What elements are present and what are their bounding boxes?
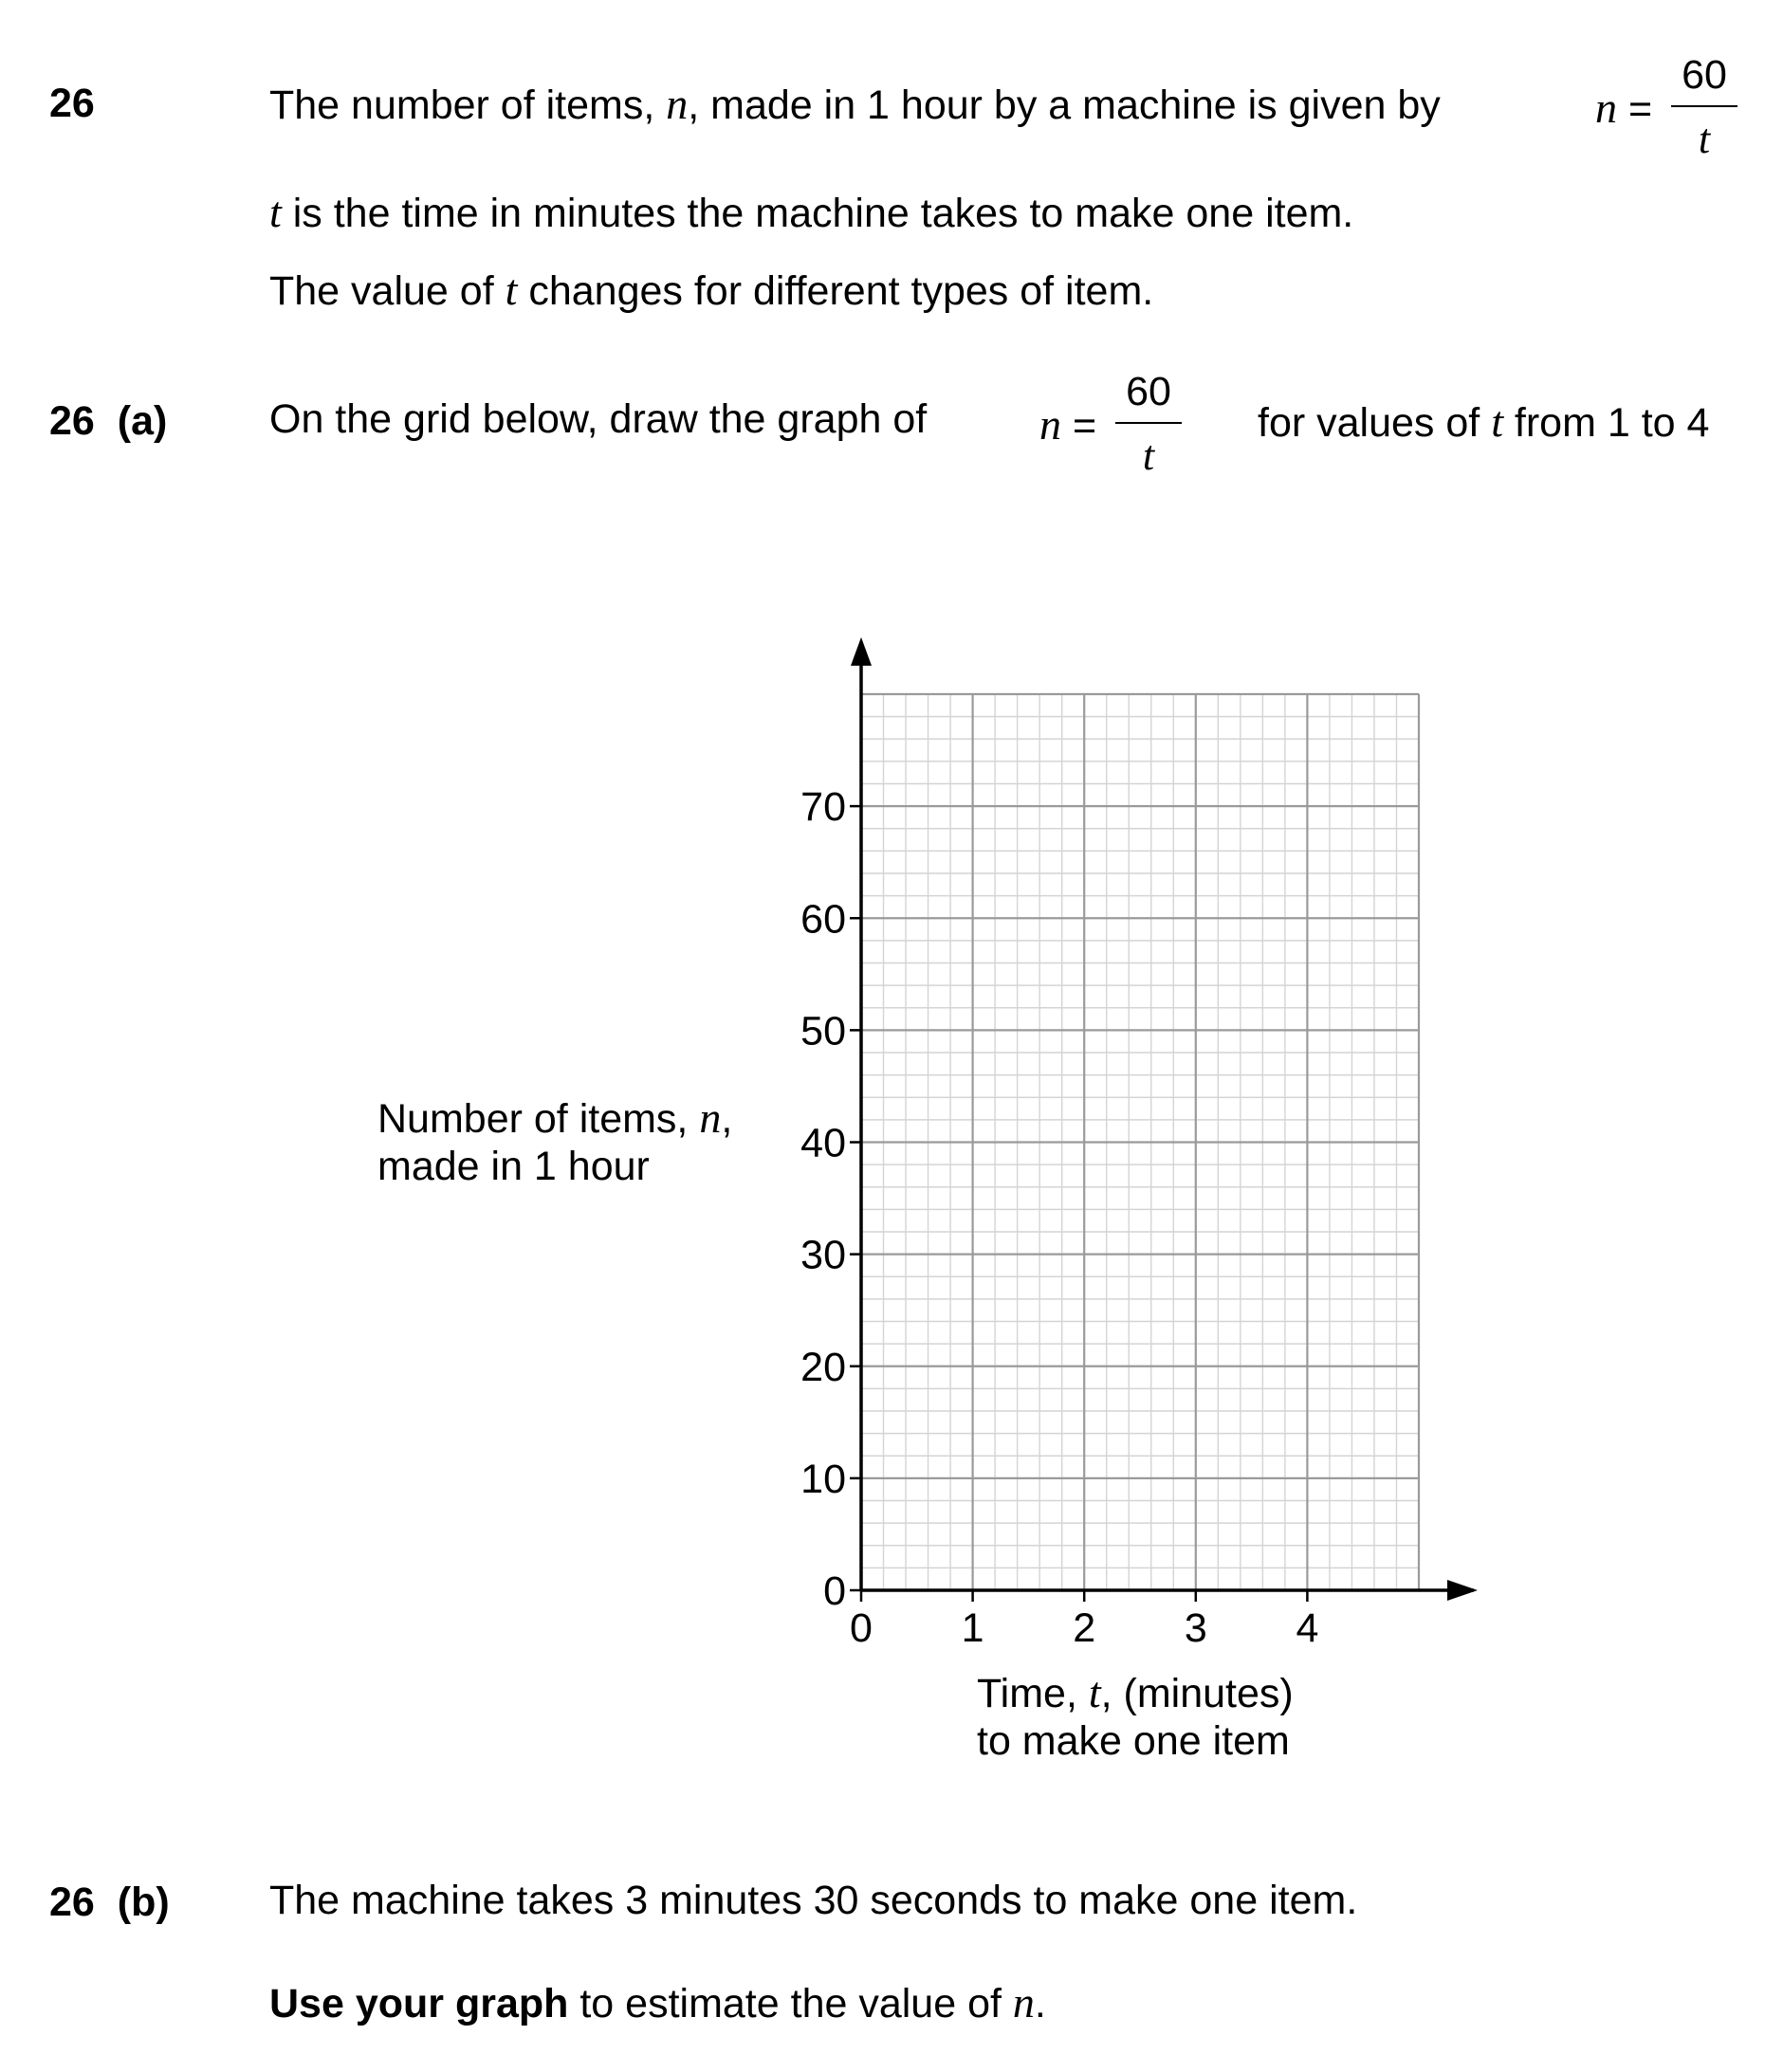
part-a-number: 26 (49, 398, 95, 444)
x-tick-label: 3 (1184, 1605, 1207, 1651)
line2-text: is the time in minutes the machine takes to make one item. (281, 191, 1354, 236)
x-tick-label: 0 (850, 1605, 873, 1651)
part-b-letter: (b) (117, 1879, 170, 1925)
intro-var-n: n (666, 80, 689, 128)
part-a-range-pre: for values of (1258, 400, 1492, 446)
part-a-letter: (a) (117, 398, 168, 444)
x-tick-label: 1 (961, 1605, 984, 1651)
part-b-line-2 (269, 1976, 1046, 2029)
y-tick-label: 20 (800, 1344, 846, 1390)
x-axis-label-line-2: to make one item (977, 1718, 1290, 1764)
line2-var-t: t (269, 188, 282, 236)
part-a-range-var-t: t (1491, 397, 1503, 446)
formula-denominator: t (1698, 116, 1711, 162)
y-tick-label: 60 (800, 896, 846, 943)
x-axis-arrowhead (1447, 1580, 1478, 1601)
part-a-instruction: On the grid below, draw the graph of (269, 396, 928, 442)
x-tick-label: 4 (1296, 1605, 1319, 1651)
y-tick-label: 50 (800, 1008, 846, 1054)
x-axis-label-line-1: Time, t, (minutes) (977, 1668, 1294, 1716)
y-tick-label: 40 (800, 1120, 846, 1166)
part-b-var-n: n (1012, 1978, 1035, 2026)
intro-text-post: , made in 1 hour by a machine is given by (688, 83, 1441, 128)
y-axis-arrowhead (851, 637, 872, 666)
formula-numerator: 60 (1682, 52, 1727, 98)
y-tick-label: 0 (823, 1568, 846, 1614)
y-tick-label: 10 (800, 1456, 846, 1502)
part-a-equals: = (1061, 403, 1097, 449)
question-number: 26 (49, 81, 95, 126)
part-a-var-n: n (1039, 400, 1061, 449)
line3-text-post: changes for different types of item. (517, 268, 1154, 314)
part-b-label (49, 1879, 170, 1928)
y-axis-label-line-2: made in 1 hour (377, 1144, 650, 1189)
y-tick-label: 30 (800, 1232, 846, 1278)
y-tick-label: 70 (800, 784, 846, 831)
part-b-number: 26 (49, 1879, 95, 1925)
grid-lines (861, 694, 1419, 1590)
line3-var-t: t (505, 266, 518, 314)
part-b-text: to estimate the value of (568, 1981, 1013, 2026)
line3-text-pre: The value of (269, 268, 506, 314)
part-a-range-post: from 1 to 4 (1502, 400, 1710, 446)
x-tick-label: 2 (1073, 1605, 1096, 1651)
part-b-text-end: . (1034, 1981, 1046, 2026)
intro-text-pre: The number of items, (269, 83, 667, 128)
part-a-denominator: t (1142, 432, 1155, 479)
y-axis-label-line-1: Number of items, n, (377, 1093, 733, 1142)
part-b-emphasis: Use your graph (269, 1981, 569, 2026)
part-b-line-1: The machine takes 3 minutes 30 seconds to make one item. (269, 1878, 1358, 1923)
formula-equals: = (1617, 86, 1653, 132)
part-a-numerator: 60 (1126, 369, 1171, 414)
formula-var-n: n (1595, 83, 1617, 132)
